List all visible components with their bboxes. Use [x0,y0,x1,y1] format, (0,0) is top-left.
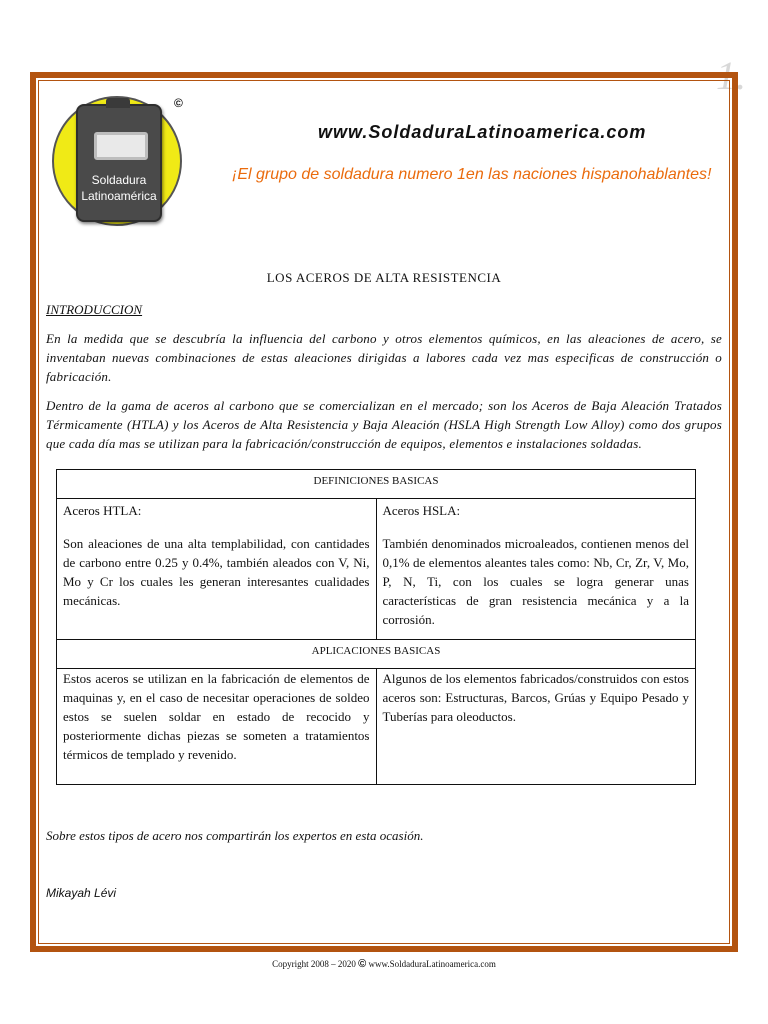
site-url-link[interactable]: www.SoldaduraLatinoamerica.com [318,122,647,142]
logo-line1: Soldadura [91,173,147,187]
tagline: ¡El grupo de soldadura numero 1en las naciones hispanohablantes! [232,166,712,183]
applications-right-text: Algunos de los elementos fabricados/construidos con estos aceros son: Estructuras, Barcos, Grúas y Equipo Pesado y Tuberías para oleoductos. [382,671,689,724]
htla-cell [57,499,377,640]
definitions-header: DEFINICIONES BASICAS [57,470,696,499]
footer [0,958,768,970]
document-body [46,300,722,785]
footer-url-link[interactable]: www.SoldaduraLatinoamerica.com [368,959,496,969]
intro-heading: INTRODUCCION [46,302,143,317]
table-row [57,669,696,785]
applications-left-cell [57,669,377,785]
page-number: 1. [716,53,746,98]
document-title: LOS ACEROS DE ALTA RESISTENCIA [266,270,502,285]
author-name: Mikayah Lévi [46,886,117,900]
copyright-icon: © [174,96,183,110]
table-row [57,640,696,669]
definitions-table [56,469,696,785]
footer-copyright-text: Copyright 2008 – 2020 [272,959,356,969]
hsla-cell [376,499,696,640]
closing-sentence: Sobre estos tipos de acero nos compartirán los expertos en esta ocasión. [46,828,424,843]
page-frame [30,72,738,952]
footer-copyright-icon: © [358,958,367,970]
applications-header: APLICACIONES BASICAS [57,640,696,669]
logo-text [78,172,160,204]
table-row [57,470,696,499]
welding-machine-icon [76,104,162,222]
applications-right-cell [376,669,696,785]
paragraph-1: En la medida que se descubría la influencia del carbono y otros elementos químicos, en las aleaciones de acero, se inventaban nuevas combinaciones de estas aleaciones dirigidas a labores cada vez mas especificas de construcción o fabricación. [46,331,722,384]
hsla-text: También denominados microaleados, contienen menos del 0,1% de elementos aleantes tales como: Nb, Cr, Zr, V, Mo, P, N, Ti, con los cuales se logra generar unas características de gran resistencia mecánica y a la corrosión. [382,536,689,627]
htla-label: Aceros HTLA: [63,503,142,518]
applications-left-text: Estos aceros se utilizan en la fabricación de elementos de maquinas y, en el caso de necesitar operaciones de soldeo estos se suelen soldar en estado de recocido y posteriormente dichas piezas se someten a tratamientos térmicos de templado y revenido. [63,671,370,762]
logo-handle [106,98,130,108]
hsla-label: Aceros HSLA: [382,503,461,518]
table-row [57,499,696,640]
logo-display [94,132,148,160]
paragraph-2: Dentro de la gama de aceros al carbono que se comercializan en el mercado; son los Aceros de Baja Aleación Tratados Térmicamente (HTLA) y los Aceros de Alta Resistencia y Baja Aleación (HSLA High Strength Low Alloy) como dos grupos que cada día mas se utilizan para la fabricación/construcción de equipos, elementos e instalaciones soldadas. [46,398,722,451]
logo-line2: Latinoamérica [81,189,157,203]
site-logo [52,96,192,226]
htla-text: Son aleaciones de una alta templabilidad, con cantidades de carbono entre 0.25 y 0.4%, también aleados con V, Ni, Mo y Cr los cuales les generan interesantes cualidades mecánicas. [63,536,370,608]
